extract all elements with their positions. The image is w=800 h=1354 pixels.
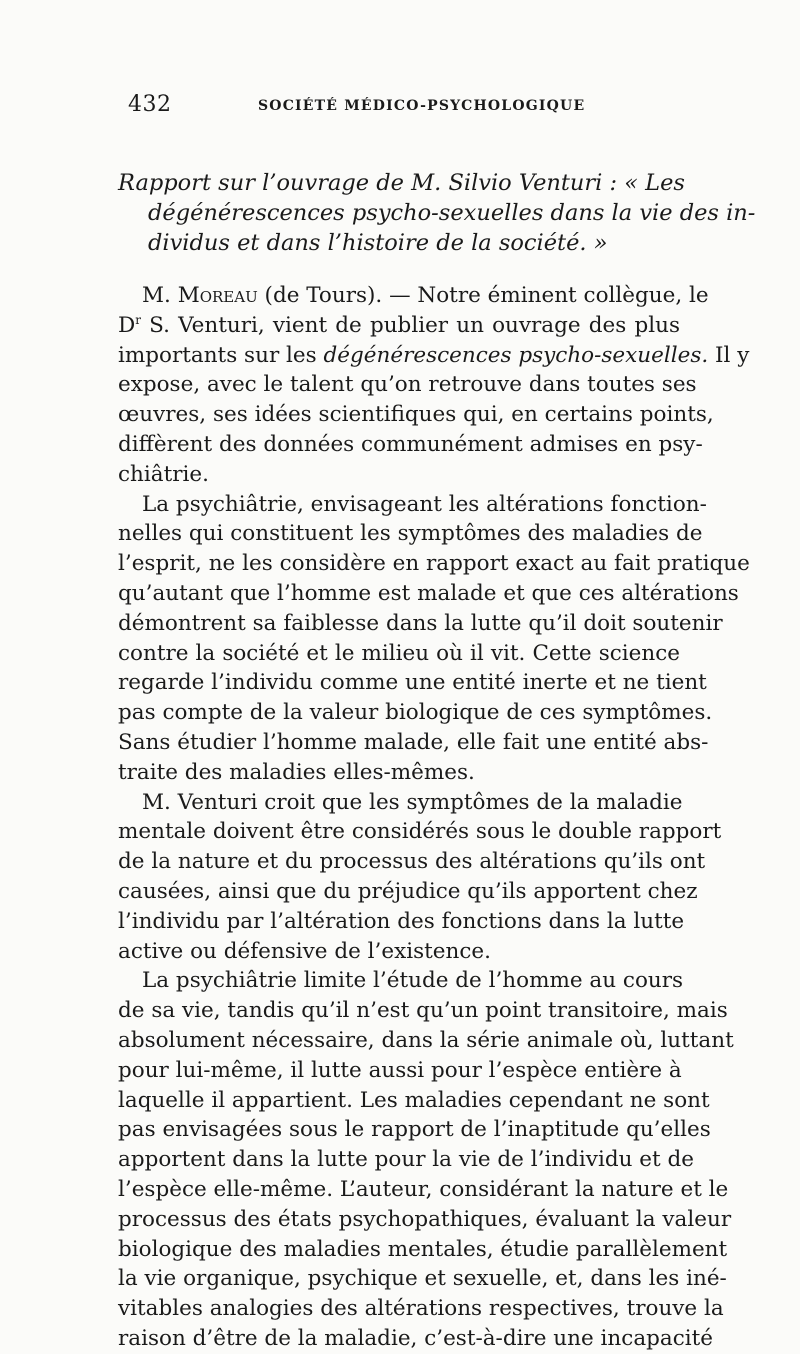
- paragraph-line: apportent dans la lutte pour la vie de l’individu et de: [118, 1147, 694, 1173]
- paragraph-line: laquelle il appartient. Les maladies cependant ne sont: [118, 1087, 710, 1113]
- page-number: 432: [128, 92, 172, 117]
- paragraph-line: l’espèce elle-même. L’auteur, considérant la nature et le: [118, 1176, 729, 1202]
- paragraph-line: vitables analogies des altérations respectives, trouve la: [118, 1296, 724, 1322]
- paragraph-line: traite des maladies elles-mêmes.: [118, 759, 475, 785]
- title-line: Rapport sur l’ouvrage de M. Silvio Venturi : « Les: [118, 170, 685, 196]
- paragraph-line: mentale doivent être considérés sous le double rapport: [118, 819, 722, 845]
- paragraph-line: démontrent sa faiblesse dans la lutte qu’il doit soutenir: [118, 610, 723, 636]
- paragraph-line: La psychiâtrie, envisageant les altérations fonction-: [142, 491, 707, 517]
- paragraph-line: œuvres, ses idées scientifiques qui, en certains points,: [118, 402, 714, 428]
- paragraph-line: processus des états psychopathiques, évaluant la valeur: [118, 1206, 732, 1232]
- paragraph-line: nelles qui constituent les symptômes des maladies de: [118, 521, 703, 547]
- running-head: SOCIÉTÉ MÉDICO-PSYCHOLOGIQUE: [258, 98, 586, 114]
- paragraph-line: [118, 311, 680, 341]
- paragraph-line: absolument nécessaire, dans la série animale où, luttant: [118, 1027, 734, 1053]
- paragraph-line: l’individu par l’altération des fonctions dans la lutte: [118, 908, 685, 934]
- paragraph-line: pas compte de la valeur biologique de ces symptômes.: [118, 700, 713, 726]
- body-text: [118, 281, 750, 1354]
- speaker-prefix: M.: [142, 283, 178, 308]
- paragraph-line: La psychiâtrie limite l’étude de l’homme au cours: [142, 968, 684, 994]
- paragraph-line: de sa vie, tandis qu’il n’est qu’un point transitoire, mais: [118, 998, 728, 1024]
- paragraph-line: la vie organique, psychique et sexuelle, et, dans les iné-: [118, 1266, 727, 1292]
- text-run: Il y: [708, 342, 750, 368]
- text-run: importants sur les: [118, 342, 324, 368]
- paragraph-line: diffèrent des données communément admises en psy-: [118, 431, 703, 457]
- italic-title: dégénérescences psycho-sexuelles.: [323, 342, 709, 368]
- paragraph-line: l’esprit, ne les considère en rapport exact au fait pratique: [118, 551, 750, 577]
- page-header: [118, 92, 678, 122]
- paragraph-line: de la nature et du processus des altérations qu’ils ont: [118, 849, 706, 875]
- paragraph-line: active ou défensive de l’existence.: [118, 938, 491, 964]
- title-line: dégénérescences psycho-sexuelles dans la vie des in-: [148, 199, 756, 226]
- text-run: D: [118, 312, 136, 338]
- speaker-name: Moreau: [177, 283, 258, 308]
- paragraph-line: qu’autant que l’homme est malade et que ces altérations: [118, 580, 739, 606]
- title-line: dividus et dans l’histoire de la société. »: [148, 229, 608, 256]
- report-title: [118, 168, 756, 257]
- paragraph-line: pas envisagées sous le rapport de l’inaptitude qu’elles: [118, 1117, 711, 1143]
- superscript: r: [135, 312, 141, 327]
- paragraph-line: Sans étudier l’homme malade, elle fait une entité abs-: [118, 729, 709, 755]
- paragraph-line: contre la société et le milieu où il vit. Cette science: [118, 640, 680, 666]
- paragraph-line: pour lui-même, il lutte aussi pour l’espèce entière à: [118, 1057, 682, 1083]
- text-run: (de Tours). — Notre éminent collègue, le: [257, 283, 709, 308]
- paragraph-line: [118, 341, 750, 371]
- paragraph-line: expose, avec le talent qu’on retrouve dans toutes ses: [118, 372, 697, 398]
- paragraph-line: [118, 281, 709, 311]
- paragraph-line: raison d’être de la maladie, c’est-à-dire une incapacité: [118, 1325, 713, 1351]
- paragraph-line: chiâtrie.: [118, 461, 209, 487]
- paragraph-line: biologique des maladies mentales, étudie parallèlement: [118, 1236, 728, 1262]
- paragraph-line: M. Venturi croit que les symptômes de la maladie: [142, 789, 683, 815]
- text-run: S. Venturi, vient de publier un ouvrage des plus: [141, 312, 680, 338]
- paragraph-line: causées, ainsi que du préjudice qu’ils apportent chez: [118, 878, 698, 904]
- paragraph-line: regarde l’individu comme une entité inerte et ne tient: [118, 670, 707, 696]
